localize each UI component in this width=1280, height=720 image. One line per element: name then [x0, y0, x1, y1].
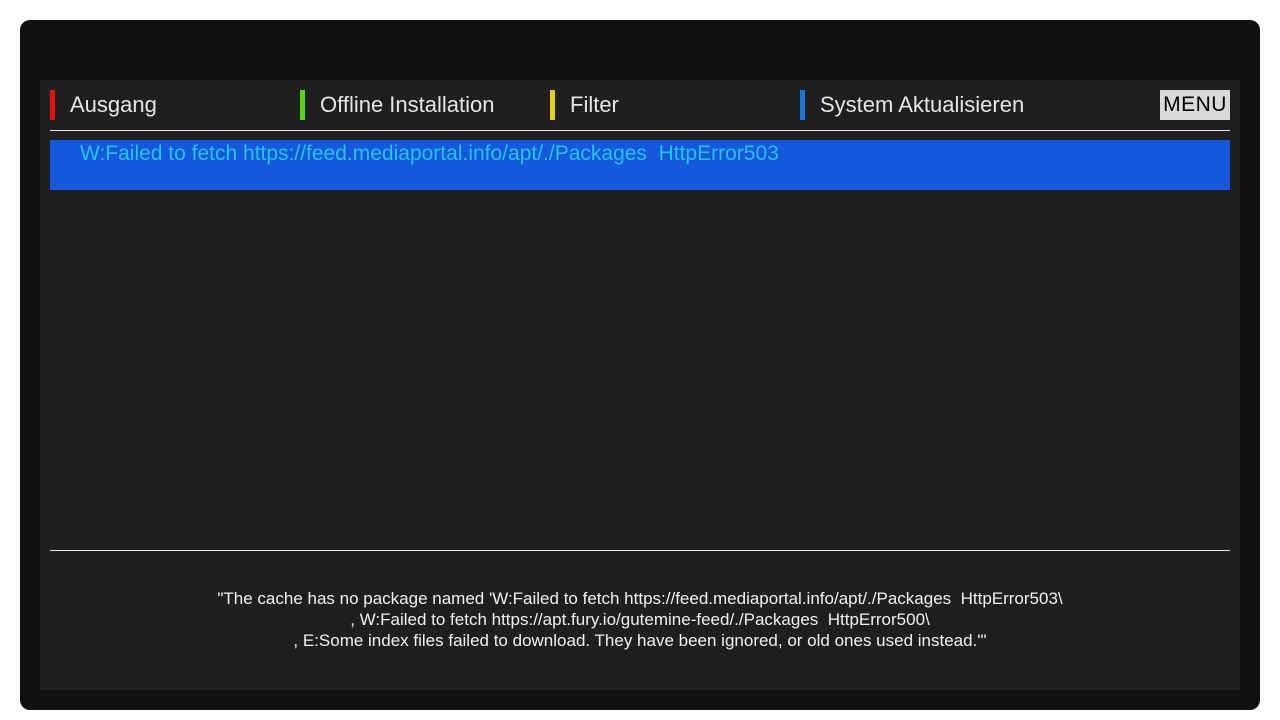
yellow-key-icon [550, 90, 555, 120]
status-line: "The cache has no package named 'W:Failed to fetch https://feed.mediaportal.info/apt/./Packages HttpError503\ [217, 589, 1063, 608]
list-item-text: W:Failed to fetch https://feed.mediaportal.info/apt/./Packages HttpError503 [80, 142, 779, 165]
status-message [50, 588, 1230, 651]
exit-button[interactable]: Ausgang [70, 92, 157, 117]
status-divider [50, 550, 1230, 551]
package-manager-panel [40, 80, 1240, 690]
green-key-icon [300, 90, 305, 120]
offline-installation-button[interactable]: Offline Installation [320, 92, 495, 117]
red-key-icon [50, 90, 55, 120]
package-list[interactable] [50, 140, 1230, 540]
filter-button[interactable]: Filter [570, 92, 619, 117]
list-item-selected[interactable] [50, 140, 1230, 190]
status-line: , E:Some index files failed to download. They have been ignored, or old ones used instead.'" [293, 631, 987, 650]
header-divider [50, 130, 1230, 131]
menu-button[interactable]: MENU [1160, 90, 1230, 120]
system-update-button[interactable]: System Aktualisieren [820, 92, 1025, 117]
status-line: , W:Failed to fetch https://apt.fury.io/gutemine-feed/./Packages HttpError500\ [350, 610, 930, 629]
blue-key-icon [800, 90, 805, 120]
